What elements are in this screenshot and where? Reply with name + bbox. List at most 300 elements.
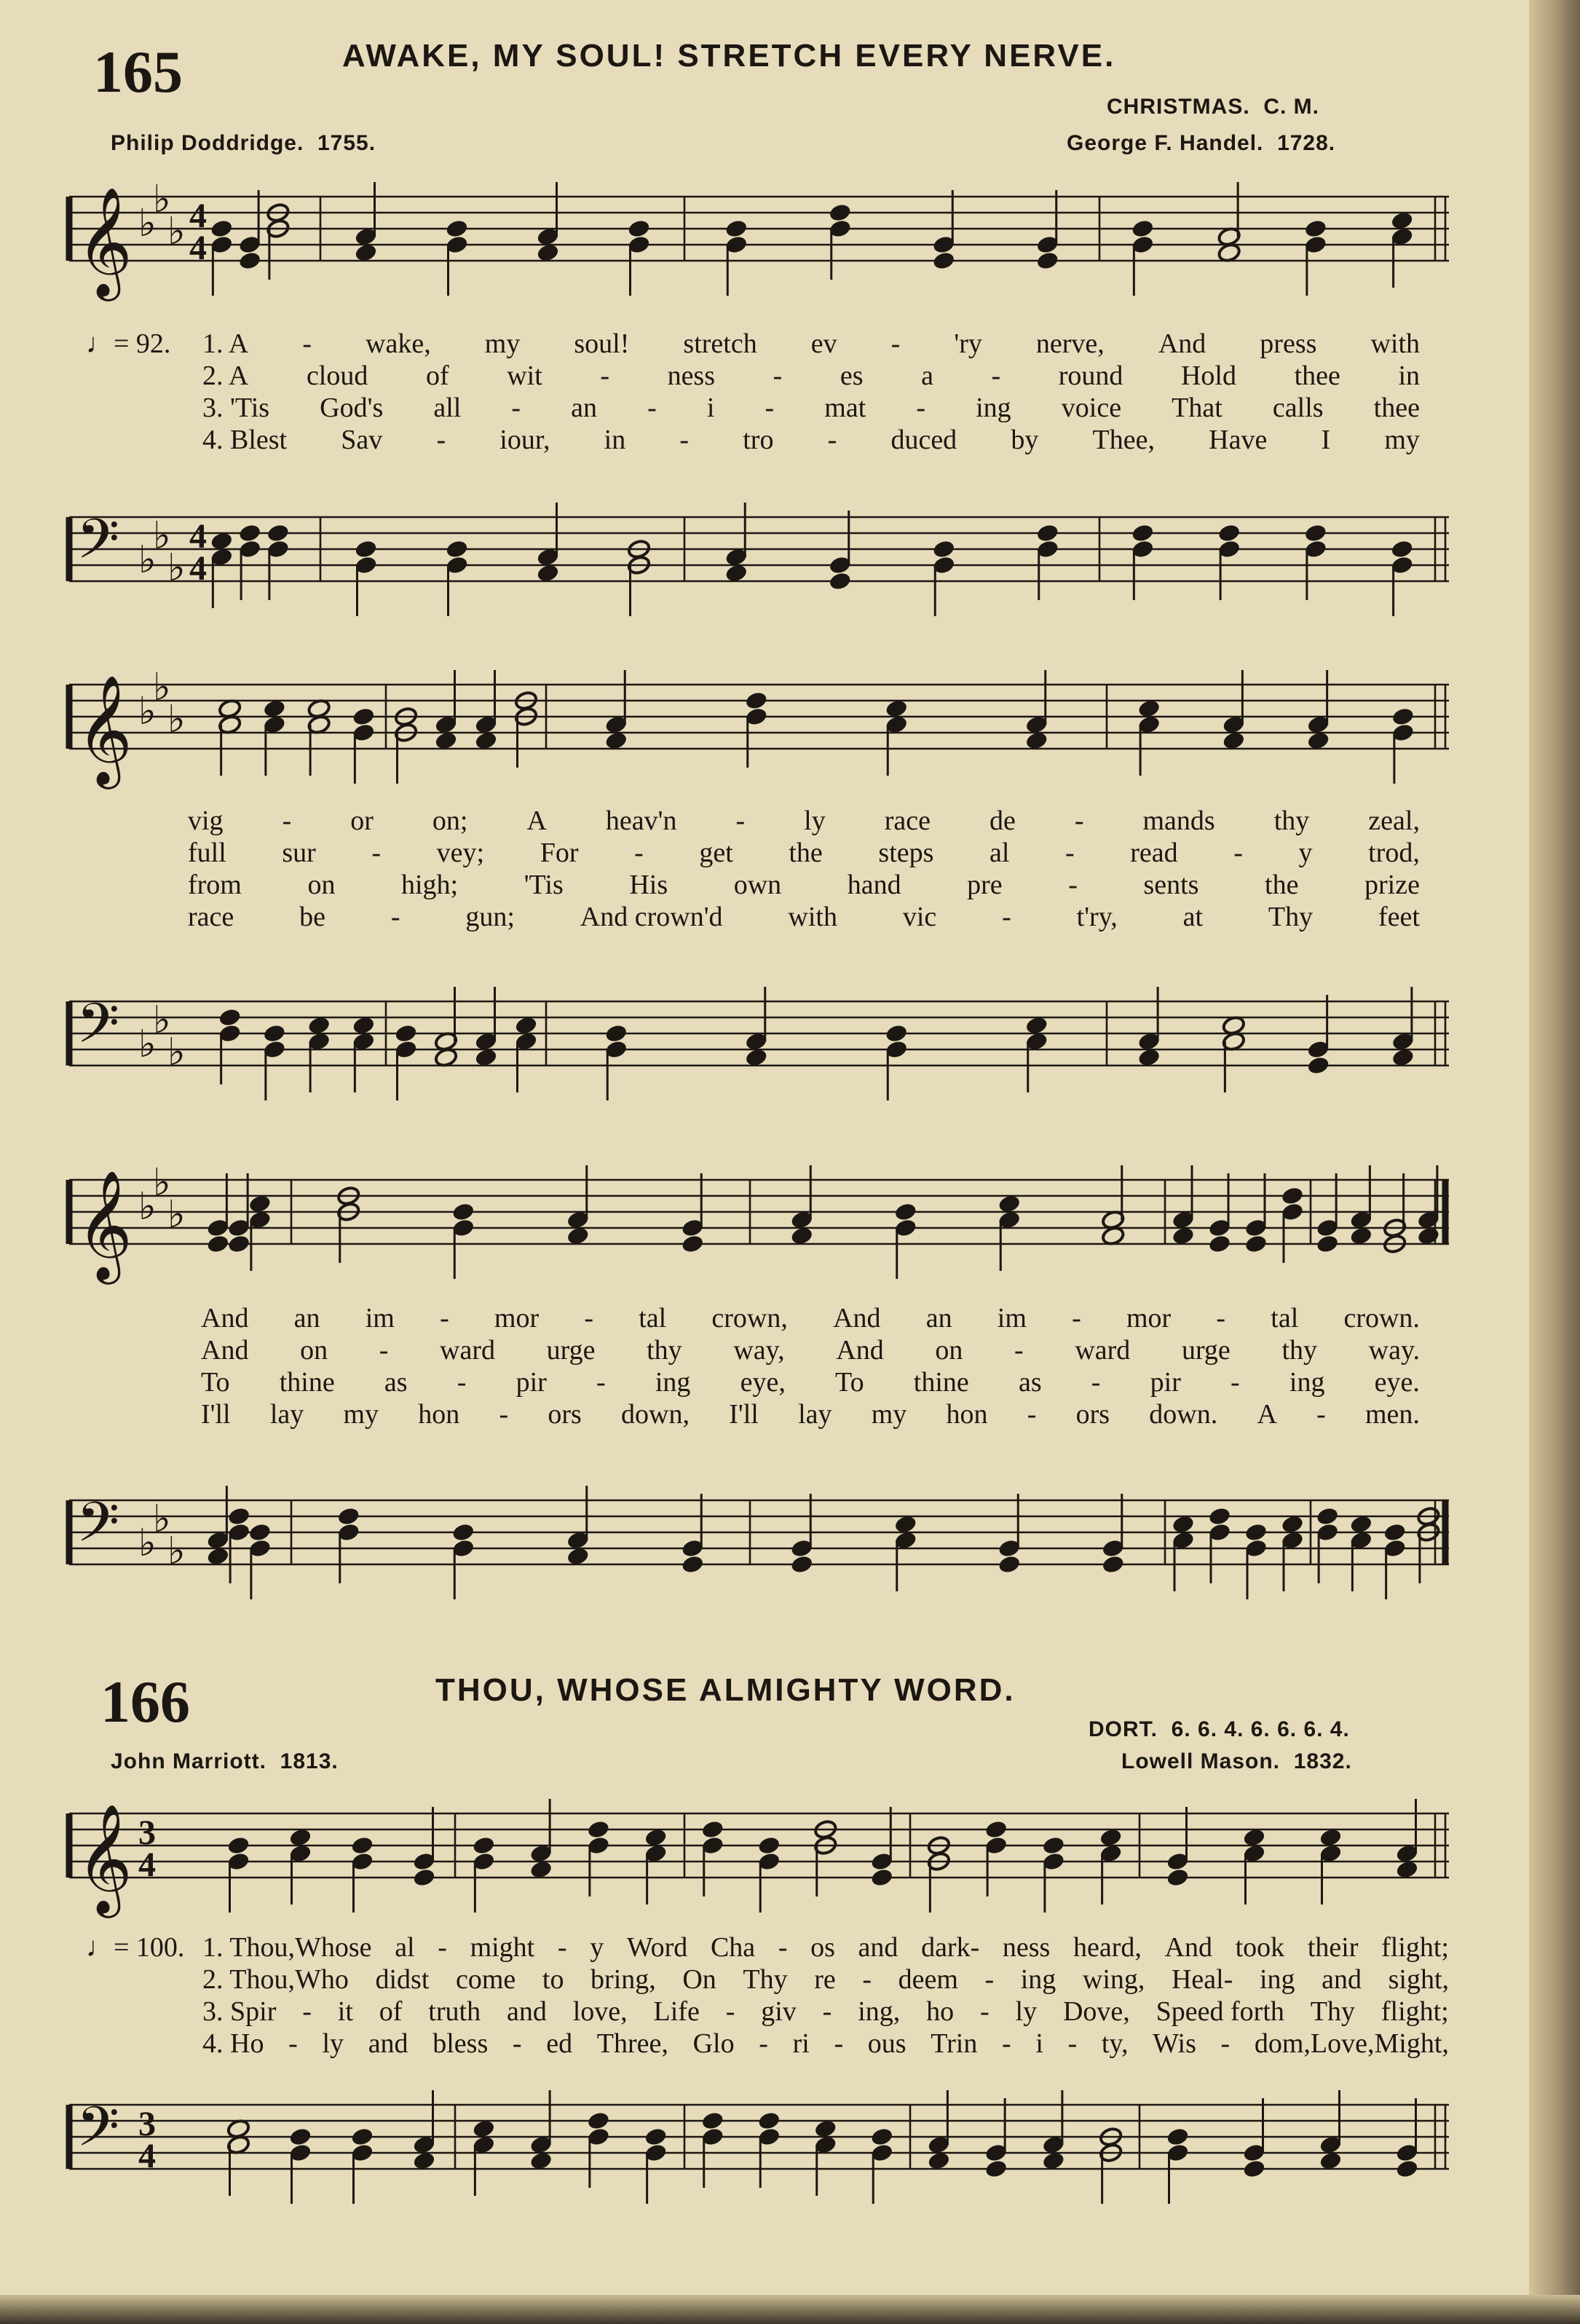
- lyric-syllable: duced: [890, 425, 957, 455]
- lyric-syllable: an: [571, 393, 598, 423]
- syllable-hyphen: -: [302, 328, 312, 359]
- note-head: [354, 539, 378, 559]
- syllable-hyphen: -: [436, 425, 446, 455]
- lyric-syllable: I'll: [201, 1399, 231, 1430]
- note-head: [1383, 1522, 1407, 1543]
- lyric-syllable: mands: [1142, 805, 1215, 836]
- note-head: [1101, 1554, 1125, 1575]
- lyric-syllable: dark-: [921, 1932, 980, 1963]
- syllable-hyphen: -: [1002, 902, 1011, 932]
- lyric-syllable: 'Tis: [524, 870, 564, 900]
- note-head: [828, 571, 852, 591]
- lyric-syllable: and: [368, 2028, 408, 2059]
- note-head: [984, 2159, 1008, 2179]
- note-head: [226, 1835, 250, 1856]
- lyric-syllable: read: [1130, 838, 1178, 868]
- note-head: [627, 218, 651, 239]
- lyric-syllable: On: [682, 1964, 716, 1995]
- lyric-syllable: at: [1182, 902, 1204, 932]
- lyric-syllable: full: [188, 838, 226, 868]
- verse-line-3: [202, 1996, 1449, 2028]
- lyric-syllable: deem: [898, 1964, 958, 1995]
- lyric-syllable: hon: [418, 1399, 460, 1430]
- note-head: [1244, 1522, 1268, 1543]
- syllable-hyphen: -: [1231, 1367, 1240, 1398]
- lyric-syllable: my: [484, 328, 521, 359]
- lyric-syllable: sight,: [1388, 1964, 1449, 1995]
- lyric-syllable: es: [840, 361, 864, 391]
- syllable-hyphen: -: [584, 1303, 593, 1334]
- lyric-syllable: urge: [1181, 1335, 1231, 1366]
- note-head: [1131, 523, 1155, 543]
- note-head: [586, 1819, 610, 1840]
- syllable-hyphen: -: [725, 1996, 735, 2027]
- lyric-syllable: feet: [1378, 902, 1420, 932]
- note-head: [1303, 523, 1327, 543]
- lyric-syllable: as: [1018, 1367, 1042, 1398]
- note-head: [1390, 539, 1414, 559]
- lyric-syllable: ly: [1015, 1996, 1038, 2027]
- note-head: [336, 1506, 360, 1527]
- syllable-hyphen: -: [862, 1964, 872, 1995]
- syllable-hyphen: -: [1002, 2028, 1011, 2059]
- lyric-syllable: and: [506, 1996, 547, 2027]
- syllable-hyphen: -: [1014, 1335, 1024, 1366]
- lyric-syllable: Thy: [1310, 1996, 1355, 2027]
- lyric-syllable: crown,: [711, 1303, 788, 1334]
- lyric-syllable: ness: [1002, 1932, 1051, 1963]
- lyric-syllable: a: [921, 361, 933, 391]
- note-head: [1306, 1055, 1330, 1076]
- syllable-hyphen: -: [991, 361, 1001, 391]
- verse-line-1: [201, 1302, 1420, 1334]
- lyric-syllable: 'ry: [954, 328, 982, 359]
- syllable-hyphen: -: [440, 1303, 449, 1334]
- syllable-hyphen: -: [1027, 1399, 1037, 1430]
- lyric-syllable: nerve,: [1035, 328, 1105, 359]
- note-head: [210, 218, 234, 239]
- lyric-syllable: of: [379, 1996, 403, 2027]
- time-signature-top: 4: [189, 517, 207, 556]
- bass-clef-icon: 𝄢: [76, 1490, 120, 1568]
- note-head: [352, 706, 376, 727]
- note-head: [451, 1202, 475, 1222]
- book-binding: [1529, 0, 1580, 2324]
- tune-label: DORT.: [1089, 1717, 1158, 1741]
- flat-icon: ♭: [138, 690, 157, 733]
- tempo-marking: ♩= 92.: [86, 328, 171, 359]
- lyric-syllable: I'll: [729, 1399, 759, 1430]
- note-head: [757, 1835, 781, 1856]
- lyrics-165-system-1: [202, 328, 1420, 456]
- note-head: [998, 1554, 1022, 1575]
- note-head: [1303, 218, 1327, 239]
- lyric-syllable: thy: [647, 1335, 682, 1366]
- lyric-syllable: ors: [1075, 1399, 1110, 1430]
- lyric-syllable: race: [188, 902, 234, 932]
- lyric-syllable: Thy: [743, 1964, 788, 1995]
- flat-icon: ♭: [138, 1023, 157, 1066]
- lyric-syllable: Heal-: [1171, 1964, 1233, 1995]
- lyric-syllable: might: [470, 1932, 535, 1963]
- lyric-syllable: voice: [1061, 393, 1122, 423]
- lyric-syllable: Thee,: [1092, 425, 1155, 455]
- lyric-syllable: love,: [572, 1996, 628, 2027]
- lyric-syllable: ed: [546, 2028, 573, 2059]
- lyric-syllable: race: [884, 805, 931, 836]
- verse-line-2: [202, 360, 1420, 392]
- lyric-syllable: took: [1235, 1932, 1285, 1963]
- lyric-syllable: And: [201, 1335, 249, 1366]
- lyric-syllable: and: [858, 1932, 898, 1963]
- composer-year: 1728.: [1277, 131, 1336, 155]
- author-year: 1755.: [317, 131, 376, 155]
- lyric-syllable: thee: [1373, 393, 1420, 423]
- lyric-syllable: of: [425, 361, 449, 391]
- flat-icon: ♭: [167, 546, 186, 590]
- lyric-syllable: Glo: [692, 2028, 735, 2059]
- lyric-syllable: vey;: [436, 838, 485, 868]
- lyric-syllable: I: [1321, 425, 1331, 455]
- flat-icon: ♭: [167, 1193, 186, 1237]
- lyric-syllable: soul!: [574, 328, 630, 359]
- syllable-hyphen: -: [596, 1367, 606, 1398]
- lyric-syllable: Dove,: [1062, 1996, 1130, 2027]
- hymn-number: 166: [100, 1669, 190, 1735]
- tempo-marking: ♩= 100.: [86, 1932, 185, 1963]
- lyric-syllable: the: [1265, 870, 1299, 900]
- lyric-syllable: ho: [926, 1996, 955, 2027]
- lyric-syllable: thy: [1281, 1335, 1317, 1366]
- composer-year: 1832.: [1293, 1749, 1352, 1773]
- lyric-syllable: A: [526, 805, 547, 836]
- lyric-syllable: ward: [1075, 1335, 1131, 1366]
- meter-label: C. M.: [1263, 95, 1320, 119]
- lyric-syllable: it: [337, 1996, 353, 2027]
- lyric-syllable: ing: [655, 1367, 691, 1398]
- verse-line-1: [202, 328, 1420, 360]
- verse-line-3: [202, 392, 1420, 424]
- flat-icon: ♭: [138, 1521, 157, 1565]
- note-head: [248, 1522, 272, 1543]
- note-head: [700, 2111, 724, 2131]
- lyric-syllable: im: [365, 1303, 395, 1334]
- staff-treble-165-3: [0, 1158, 1529, 1304]
- lyric-syllable: get: [699, 838, 733, 868]
- hymn-title: AWAKE, MY SOUL! STRETCH EVERY NERVE.: [342, 38, 1116, 74]
- flat-icon: ♭: [138, 538, 157, 582]
- note-head: [350, 2127, 374, 2147]
- lyric-syllable: heav'n: [605, 805, 677, 836]
- lyric-syllable: ing: [1020, 1964, 1056, 1995]
- lyric-syllable: thee: [1294, 361, 1340, 391]
- composer-credit: [1067, 131, 1335, 156]
- time-signature-top: 3: [138, 2105, 156, 2143]
- page-bottom-edge: [0, 2295, 1580, 2324]
- lyric-syllable: A: [1257, 1399, 1277, 1430]
- lyric-syllable: ty,: [1101, 2028, 1129, 2059]
- flat-icon: ♭: [153, 178, 171, 221]
- lyric-syllable: And: [1158, 328, 1206, 359]
- time-signature-bottom: 4: [189, 229, 207, 267]
- verse-line-1: [188, 805, 1420, 837]
- lyric-syllable: calls: [1272, 393, 1324, 423]
- lyric-syllable: pir: [1150, 1367, 1181, 1398]
- verse-line-1: [202, 1931, 1449, 1963]
- lyric-syllable: 2. A: [202, 361, 249, 391]
- lyric-syllable: flight;: [1380, 1996, 1449, 2027]
- lyric-syllable: tro: [743, 425, 774, 455]
- lyric-syllable: thy: [1273, 805, 1310, 836]
- note-head: [1217, 523, 1241, 543]
- note-head: [238, 251, 262, 271]
- syllable-hyphen: -: [288, 2028, 298, 2059]
- note-head: [227, 1234, 251, 1254]
- syllable-hyphen: -: [438, 1932, 447, 1963]
- note-head: [1131, 218, 1155, 239]
- lyric-syllable: my: [343, 1399, 379, 1430]
- verse-line-2: [188, 837, 1420, 869]
- author-credit: [111, 1749, 339, 1774]
- note-head: [288, 2127, 312, 2147]
- lyric-syllable: to: [542, 1964, 564, 1995]
- lyric-syllable: didst: [375, 1964, 430, 1995]
- composer-name: George F. Handel.: [1067, 131, 1264, 155]
- lyric-syllable: hand: [847, 870, 901, 900]
- lyric-syllable: And: [201, 1303, 249, 1334]
- syllable-hyphen: -: [679, 425, 690, 455]
- note-head: [412, 1867, 436, 1888]
- note-head: [394, 1023, 418, 1044]
- lyric-syllable: Hold: [1180, 361, 1236, 391]
- lyric-syllable: vig: [188, 805, 224, 836]
- syllable-hyphen: -: [600, 361, 609, 391]
- lyric-syllable: gun;: [465, 902, 515, 932]
- lyric-syllable: God's: [320, 393, 384, 423]
- lyric-syllable: Wis: [1153, 2028, 1196, 2059]
- verse-line-2: [201, 1334, 1420, 1366]
- lyric-syllable: Trin: [931, 2028, 978, 2059]
- lyric-syllable: trod,: [1368, 838, 1420, 868]
- verse-line-2: [202, 1963, 1449, 1996]
- lyric-syllable: 3. 'Tis: [202, 393, 270, 423]
- lyric-syllable: To: [835, 1367, 864, 1398]
- time-signature-bottom: 4: [138, 2137, 156, 2175]
- syllable-hyphen: -: [1316, 1399, 1326, 1430]
- syllable-hyphen: -: [778, 1932, 788, 1963]
- lyric-syllable: an: [293, 1303, 320, 1334]
- time-signature-bottom: 4: [189, 549, 207, 588]
- syllable-hyphen: -: [827, 425, 837, 455]
- lyric-syllable: round: [1058, 361, 1123, 391]
- time-signature-top: 3: [138, 1813, 156, 1852]
- lyric-syllable: hon: [946, 1399, 988, 1430]
- lyric-syllable: sur: [282, 838, 316, 868]
- lyric-syllable: on: [307, 870, 336, 900]
- lyric-syllable: iour,: [499, 425, 550, 455]
- lyric-syllable: way.: [1368, 1335, 1420, 1366]
- tune-label: CHRISTMAS.: [1107, 95, 1250, 119]
- staff-bass-165-1: [0, 495, 1529, 641]
- note-head: [1166, 1867, 1190, 1888]
- syllable-hyphen: -: [1068, 870, 1078, 900]
- lyric-syllable: 4. Blest: [202, 425, 288, 455]
- lyric-syllable: lay: [798, 1399, 832, 1430]
- syllable-hyphen: -: [916, 393, 926, 423]
- staff-treble-166-1: [0, 1792, 1529, 1937]
- note-head: [724, 218, 748, 239]
- note-head: [262, 1023, 286, 1044]
- lyric-syllable: ward: [440, 1335, 495, 1366]
- lyric-syllable: 1. A: [202, 328, 249, 359]
- treble-clef-icon: 𝄞: [76, 674, 133, 784]
- syllable-hyphen: -: [984, 1964, 995, 1995]
- lyric-syllable: be: [299, 902, 325, 932]
- lyric-syllable: To: [201, 1367, 230, 1398]
- note-head: [1035, 251, 1059, 271]
- bass-clef-icon: 𝄢: [76, 507, 120, 585]
- syllable-hyphen: -: [759, 2028, 768, 2059]
- lyric-syllable: stretch: [683, 328, 757, 359]
- lyric-syllable: His: [629, 870, 668, 900]
- note-head: [870, 1867, 894, 1888]
- syllable-hyphen: -: [557, 1932, 567, 1963]
- note-head: [1035, 523, 1059, 543]
- lyric-syllable: press: [1260, 328, 1317, 359]
- flat-icon: ♭: [153, 1497, 171, 1541]
- syllable-hyphen: -: [379, 1335, 389, 1366]
- note-head: [932, 251, 956, 271]
- lyric-syllable: flight;: [1381, 1932, 1449, 1963]
- lyric-syllable: prize: [1364, 870, 1420, 900]
- syllable-hyphen: -: [499, 1399, 509, 1430]
- syllable-hyphen: -: [302, 1996, 312, 2027]
- syllable-hyphen: -: [1216, 1303, 1226, 1334]
- syllable-hyphen: -: [390, 902, 400, 932]
- lyric-syllable: mor: [494, 1303, 540, 1334]
- lyric-syllable: crown.: [1343, 1303, 1420, 1334]
- lyric-syllable: Have: [1209, 425, 1268, 455]
- syllable-hyphen: -: [1067, 2028, 1078, 2059]
- lyric-syllable: ing: [1259, 1964, 1295, 1995]
- lyric-syllable: y: [590, 1932, 604, 1963]
- note-head: [932, 539, 956, 559]
- lyric-syllable: with: [1370, 328, 1420, 359]
- lyric-syllable: ing: [976, 393, 1011, 423]
- flat-icon: ♭: [138, 202, 157, 245]
- lyric-syllable: own: [733, 870, 782, 900]
- note-head: [206, 1234, 230, 1254]
- note-head: [681, 1554, 705, 1575]
- lyric-syllable: de: [989, 805, 1016, 836]
- note-head: [1207, 1506, 1231, 1527]
- lyric-syllable: re: [814, 1964, 836, 1995]
- note-head: [870, 2127, 894, 2147]
- lyric-syllable: wake,: [366, 328, 431, 359]
- lyric-syllable: 2. Thou,Who: [202, 1964, 349, 1995]
- lyric-syllable: on: [935, 1335, 963, 1366]
- syllable-hyphen: -: [511, 393, 521, 423]
- syllable-hyphen: -: [1072, 1303, 1081, 1334]
- lyrics-166-system-1: [202, 1931, 1449, 2060]
- lyric-syllable: and: [1322, 1964, 1362, 1995]
- lyric-syllable: zeal,: [1368, 805, 1420, 836]
- lyric-syllable: sents: [1143, 870, 1199, 900]
- note-head: [451, 1522, 475, 1543]
- lyric-syllable: thine: [913, 1367, 969, 1398]
- syllable-hyphen: -: [371, 838, 382, 868]
- lyric-syllable: tal: [639, 1303, 667, 1334]
- note-head: [445, 539, 469, 559]
- note-head: [700, 1819, 724, 1840]
- composer-name: Lowell Mason.: [1121, 1749, 1281, 1773]
- lyric-syllable: dom,Love,Might,: [1254, 2028, 1449, 2059]
- note-head: [1244, 1234, 1268, 1254]
- lyric-syllable: in: [1398, 361, 1420, 391]
- note-head: [1316, 1234, 1340, 1254]
- staff-bass-165-3: [0, 1478, 1529, 1624]
- lyric-syllable: al: [395, 1932, 415, 1963]
- lyric-syllable: tal: [1271, 1303, 1299, 1334]
- lyrics-165-system-2: [188, 805, 1420, 933]
- treble-clef-icon: 𝄞: [76, 186, 133, 296]
- lyric-syllable: bring,: [590, 1964, 656, 1995]
- time-signature-bottom: 4: [138, 1846, 156, 1884]
- lyric-syllable: 3. Spir: [202, 1996, 277, 2027]
- lyric-syllable: thine: [279, 1367, 335, 1398]
- lyric-syllable: Speed forth: [1156, 1996, 1284, 2027]
- lyric-syllable: down.: [1149, 1399, 1218, 1430]
- note-head: [757, 2111, 781, 2131]
- syllable-hyphen: -: [1220, 2028, 1231, 2059]
- lyric-syllable: y: [1298, 838, 1313, 868]
- verse-line-4: [201, 1398, 1420, 1430]
- syllable-hyphen: -: [1074, 805, 1084, 836]
- note-head: [1280, 1186, 1304, 1206]
- note-head: [1166, 2127, 1190, 2147]
- lyric-syllable: ly: [804, 805, 826, 836]
- syllable-hyphen: -: [1233, 838, 1243, 868]
- lyric-syllable: men.: [1364, 1399, 1420, 1430]
- note-head: [984, 1819, 1008, 1840]
- lyric-syllable: ing: [1289, 1367, 1325, 1398]
- lyric-syllable: an: [925, 1303, 952, 1334]
- lyric-syllable: That: [1172, 393, 1222, 423]
- lyric-syllable: on: [300, 1335, 328, 1366]
- time-signature-top: 4: [189, 197, 207, 235]
- flat-icon: ♭: [153, 666, 171, 709]
- lyric-syllable: way,: [733, 1335, 785, 1366]
- flat-icon: ♭: [167, 698, 186, 741]
- note-head: [238, 523, 262, 543]
- syllable-hyphen: -: [980, 1996, 990, 2027]
- lyric-syllable: down,: [621, 1399, 690, 1430]
- lyric-syllable: 1. Thou,Whose: [202, 1932, 372, 1963]
- flat-icon: ♭: [167, 1529, 186, 1573]
- lyric-syllable: bless: [432, 2028, 489, 2059]
- lyric-syllable: in: [604, 425, 626, 455]
- flat-icon: ♭: [153, 998, 171, 1042]
- syllable-hyphen: -: [1091, 1367, 1101, 1398]
- note-head: [1395, 2159, 1419, 2179]
- lyrics-165-system-3: [201, 1302, 1420, 1430]
- note-head: [586, 2111, 610, 2131]
- author-credit: [111, 131, 376, 156]
- lyric-syllable: come: [456, 1964, 516, 1995]
- staff-bass-165-2: [0, 980, 1529, 1125]
- flat-icon: ♭: [153, 1161, 171, 1205]
- flat-icon: ♭: [153, 514, 171, 558]
